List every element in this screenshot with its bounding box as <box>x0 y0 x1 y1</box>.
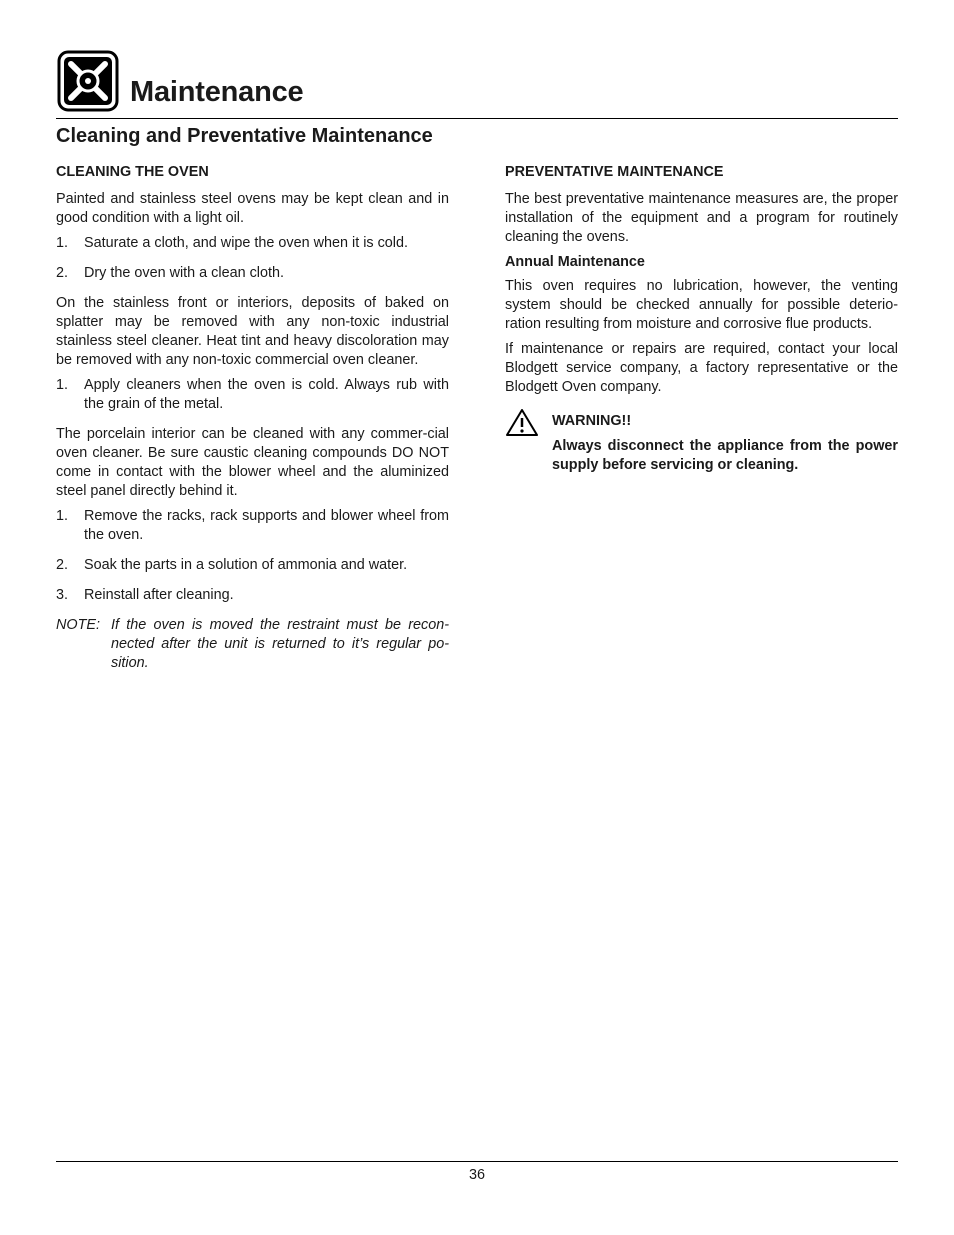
warning-text: Always disconnect the appliance from the power supply before servicing or cleaning. <box>552 438 898 473</box>
step-text: Reinstall after cleaning. <box>84 587 234 603</box>
note-label: NOTE: <box>56 617 100 633</box>
list-item <box>56 586 449 605</box>
list-item <box>56 264 449 283</box>
cleaner-steps-list <box>56 376 449 414</box>
service-contact-paragraph: If maintenance or repairs are required, contact your local Blodgett service company, a factory representative or the Blodgett Oven company. <box>505 341 898 395</box>
wipe-steps-list <box>56 234 449 283</box>
step-text: Saturate a cloth, and wipe the oven when it is cold. <box>84 235 408 251</box>
venting-paragraph: This oven requires no lubrication, however, the venting system should be checked annually for possible deterio-ration resulting from moisture and corrosive flue products. <box>505 278 898 332</box>
preventative-paragraph: The best preventative maintenance measures are, the proper installation of the equipment and a program for routinely cleaning the ovens. <box>505 191 898 245</box>
warning-box <box>505 412 898 475</box>
footer-divider <box>56 1161 898 1162</box>
left-column <box>56 163 449 673</box>
step-text: Soak the parts in a solution of ammonia and water. <box>84 557 408 573</box>
step-text: Dry the oven with a clean cloth. <box>84 265 284 281</box>
step-number: 2. <box>56 265 69 281</box>
porcelain-steps-list <box>56 507 449 605</box>
warning-triangle-icon <box>505 408 539 438</box>
warning-title: WARNING!! <box>552 413 632 429</box>
list-item <box>56 234 449 253</box>
section-title: Cleaning and Preventative Maintenance <box>56 125 433 147</box>
right-column <box>505 163 898 475</box>
step-number: 1. <box>56 508 69 524</box>
porcelain-paragraph: The porcelain interior can be cleaned with any commer-cial oven cleaner. Be sure caustic cleaning compounds DO NOT come in contact with the blower wheel and the aluminized steel panel directly behind it. <box>56 426 449 499</box>
page-number: 36 <box>468 1167 485 1183</box>
annual-maintenance-subheading: Annual Maintenance <box>505 254 645 270</box>
preventative-heading: PREVENTATIVE MAINTENANCE <box>505 164 724 180</box>
step-text: Remove the racks, rack supports and blower wheel from the oven. <box>84 508 449 543</box>
list-item <box>56 556 449 575</box>
step-number: 3. <box>56 587 69 603</box>
step-text: Apply cleaners when the oven is cold. Always rub with the grain of the metal. <box>84 377 449 412</box>
list-item <box>56 376 449 414</box>
cleaning-heading: CLEANING THE OVEN <box>56 164 209 180</box>
step-number: 2. <box>56 557 69 573</box>
page-title: Maintenance <box>130 76 304 108</box>
header-divider <box>56 118 898 119</box>
maintenance-icon <box>57 50 119 112</box>
note-text: If the oven is moved the restraint must be recon-nected after the unit is returned to it’s regular po-sition. <box>111 617 449 671</box>
cleaning-intro: Painted and stainless steel ovens may be kept clean and in good condition with a light oil. <box>56 191 449 226</box>
step-number: 1. <box>56 235 69 251</box>
list-item <box>56 507 449 545</box>
restraint-note <box>56 616 449 673</box>
step-number: 1. <box>56 377 69 393</box>
stainless-paragraph: On the stainless front or interiors, deposits of baked on splatter may be removed with any non-toxic industrial stainless steel cleaner. Heat tint and heavy discoloration may be removed with any non-toxic commercial oven cleaner. <box>56 295 449 368</box>
